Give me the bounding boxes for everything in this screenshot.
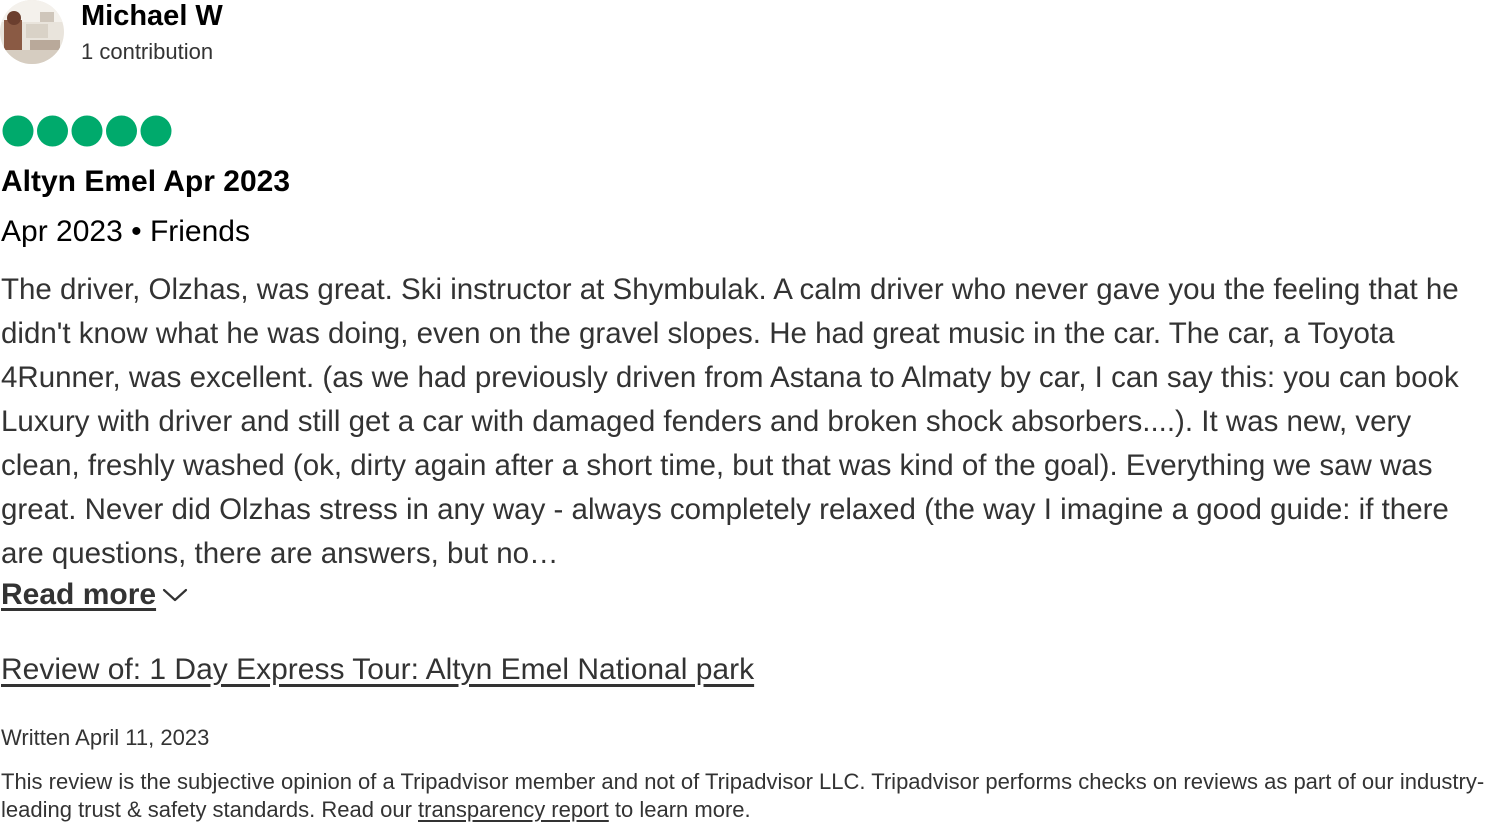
rating-bubble xyxy=(3,116,34,147)
rating-bubble xyxy=(72,116,103,147)
disclaimer-text-end: to learn more. xyxy=(608,797,751,822)
rating-bubble xyxy=(106,116,137,147)
review-of-link[interactable]: Review of: 1 Day Express Tour: Altyn Emel National park xyxy=(1,653,755,686)
disclaimer-text: This review is the subjective opinion of a Tripadvisor member and not of Tripadvisor LLC. Tripadvisor performs checks on reviews as part of our industry-leading trust & safety standards. Read our xyxy=(1,769,1485,822)
avatar-photo xyxy=(0,0,64,64)
rating-bubbles xyxy=(2,114,178,148)
review-title: Altyn Emel Apr 2023 xyxy=(1,165,290,198)
trip-meta xyxy=(1,214,250,250)
trip-type: Friends xyxy=(149,215,250,248)
avatar[interactable] xyxy=(0,0,64,64)
review-disclaimer xyxy=(1,768,1489,823)
read-more-label: Read more xyxy=(1,578,157,611)
rating-bubble xyxy=(141,116,172,147)
written-date: Written April 11, 2023 xyxy=(1,725,210,750)
contribution-count: 1 contribution xyxy=(81,39,214,64)
rating-bubble xyxy=(37,116,68,147)
review-text: The driver, Olzhas, was great. Ski instructor at Shymbulak. A calm driver who never gave you the feeling that he didn't know what he was doing, even on the gravel slopes. He had great music in the car. The car, a Toyota 4Runner, was excellent. (as we had previously driven from Astana to Almaty by car, I can say this: you can book Luxury with driver and still get a car with damaged fenders and broken shock absorbers....). It was new, very clean, freshly washed (ok, dirty again after a short time, but that was kind of the goal). Everything we saw was great. Never did Olzhas stress in any way - always completely relaxed (the way I imagine a good guide: if there are questions, there are answers, but no… xyxy=(1,273,1459,570)
reviewer-name[interactable]: Michael W xyxy=(81,0,223,32)
trip-date: Apr 2023 xyxy=(1,215,123,248)
transparency-report-link[interactable]: transparency report xyxy=(418,797,609,822)
trip-meta-separator: • xyxy=(122,215,150,248)
read-more-button[interactable] xyxy=(1,577,188,613)
chevron-down-icon xyxy=(162,577,188,613)
